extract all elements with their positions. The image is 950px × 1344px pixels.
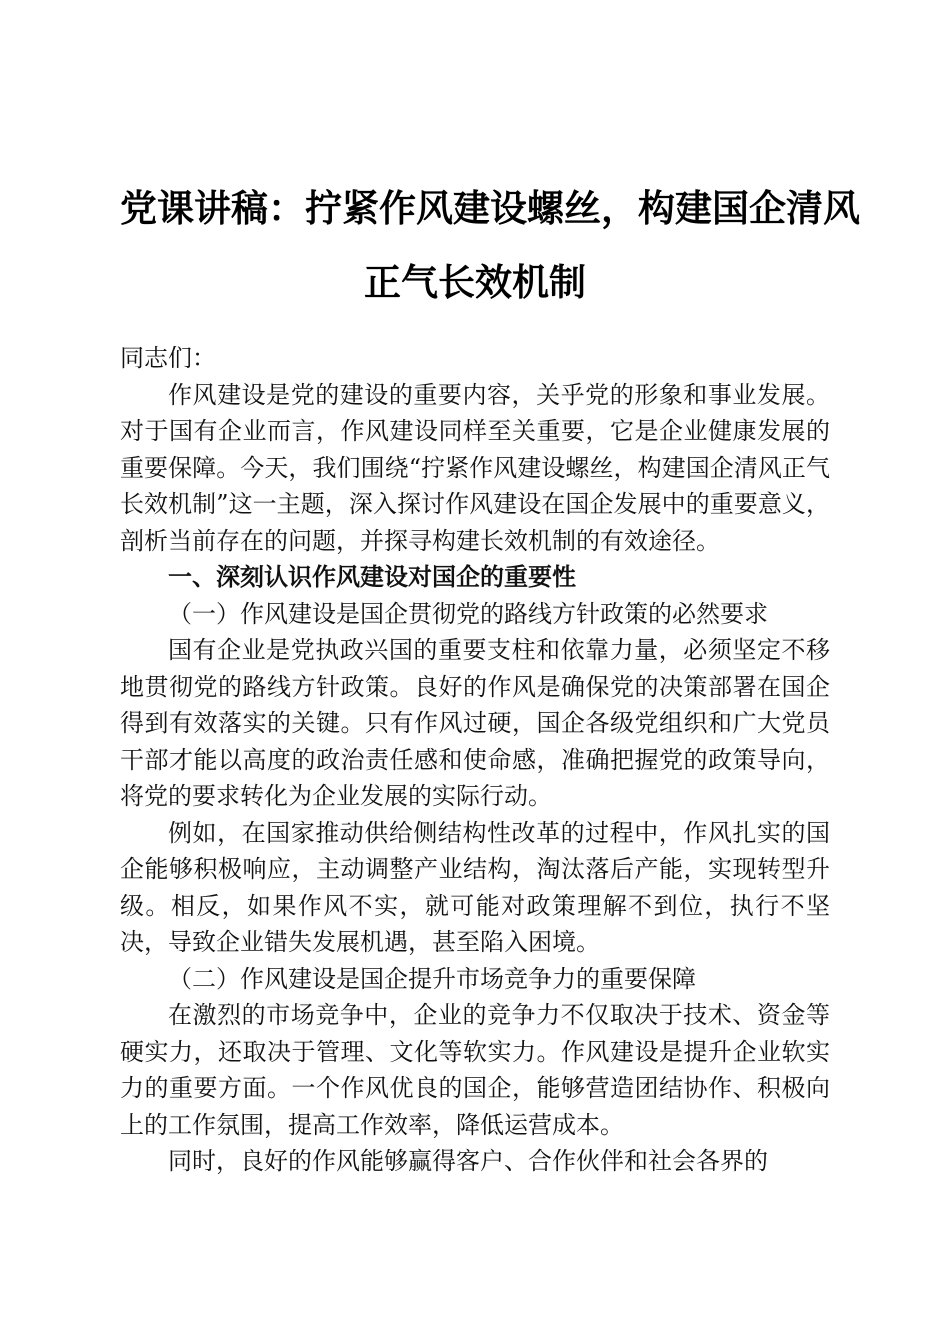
subsection-1-heading: （一）作风建设是国企贯彻党的路线方针政策的必然要求 <box>168 599 768 628</box>
subsection-2-paragraph-1: 在激烈的市场竞争中，企业的竞争力不仅取决于技术、资金等硬实力，还取决于管理、文化等软实力。作风建设是提升企业软实力的重要方面。一个作风优良的国企，能够营造团结协作、积极向上的工作氛围，提高工作效率，降低运营成本。 <box>120 1001 830 1139</box>
subsection-1-paragraph-2: 例如，在国家推动供给侧结构性改革的过程中，作风扎实的国企能够积极响应，主动调整产业结构，淘汰落后产能，实现转型升级。相反，如果作风不实，就可能对政策理解不到位，执行不坚决，导致企业错失发展机遇，甚至陷入困境。 <box>120 818 830 956</box>
section-1-heading: 一、深刻认识作风建设对国企的重要性 <box>168 563 576 591</box>
subsection-1-paragraph-1: 国有企业是党执政兴国的重要支柱和依靠力量，必须坚定不移地贯彻党的路线方针政策。良好的作风是确保党的决策部署在国企得到有效落实的关键。只有作风过硬，国企各级党组织和广大党员干部才能以高度的政治责任感和使命感，准确把握党的政策导向，将党的要求转化为企业发展的实际行动。 <box>120 636 830 810</box>
document-page <box>120 0 860 1180</box>
greeting: 同志们： <box>120 344 216 372</box>
subsection-2-paragraph-2: 同时，良好的作风能够赢得客户、合作伙伴和社会各界的 <box>168 1147 768 1175</box>
subsection-2-heading: （二）作风建设是国企提升市场竞争力的重要保障 <box>168 964 696 993</box>
document-title <box>120 172 860 320</box>
title-line-1: 党课讲稿：拧紧作风建设螺丝，构建国企清风 <box>120 187 860 230</box>
intro-paragraph: 作风建设是党的建设的重要内容，关乎党的形象和事业发展。对于国有企业而言，作风建设同样至关重要，它是企业健康发展的重要保障。今天，我们围绕“拧紧作风建设螺丝，构建国企清风正气长效机制”这一主题，深入探讨作风建设在国企发展中的重要意义，剖析当前存在的问题，并探寻构建长效机制的有效途径。 <box>120 380 830 555</box>
document-body <box>120 340 830 1180</box>
title-line-2: 正气长效机制 <box>364 261 586 304</box>
